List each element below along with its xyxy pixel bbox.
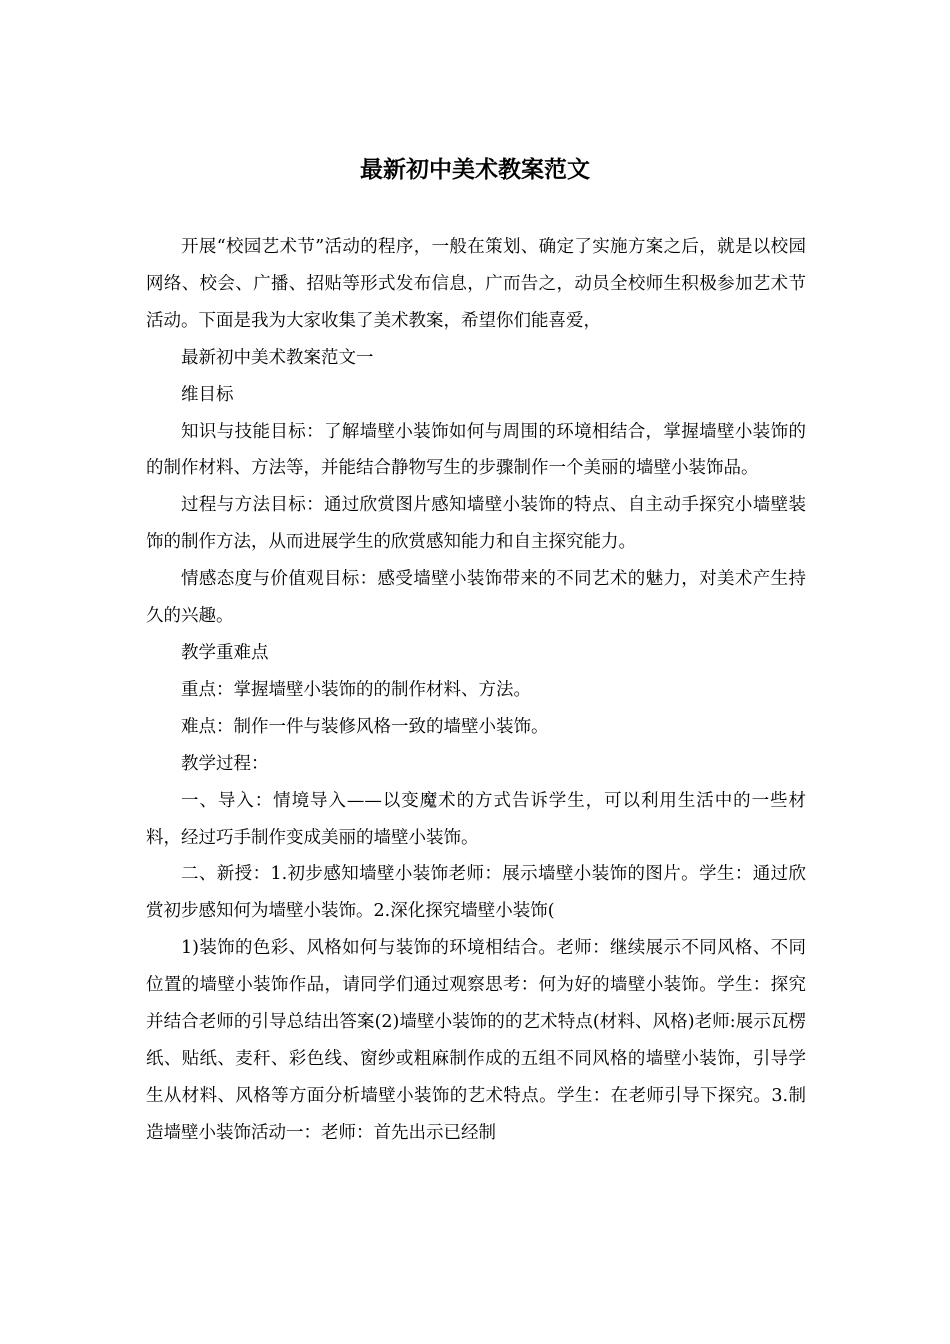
intro-paragraph: 开展“校园艺术节”活动的程序，一般在策划、确定了实施方案之后，就是以校园网络、校会、广播、招贴等形式发布信息，广而告之，动员全校师生积极参加艺术节活动。下面是我为大家收集了美术教案，希望你们能喜爱， bbox=[146, 237, 806, 331]
paragraph-process-goal: 过程与方法目标：通过欣赏图片感知墙壁小装饰的特点、自主动手探究小墙壁装饰的制作方法，从而进展学生的欣赏感知能力和自主探究能力。 bbox=[146, 495, 806, 553]
paragraph-introduction: 一、导入：情境导入——以变魔术的方式告诉学生，可以利用生活中的一些材料，经过巧手制作变成美丽的墙壁小装饰。 bbox=[146, 790, 806, 848]
paragraph-new-lesson: 二、新授：1.初步感知墙壁小装饰老师：展示墙壁小装饰的图片。学生：通过欣赏初步感知何为墙壁小装饰。2.深化探究墙壁小装饰( bbox=[146, 864, 806, 922]
subheading-objectives: 维目标 bbox=[181, 384, 234, 405]
paragraph-emotion-goal: 情感态度与价值观目标：感受墙壁小装饰带来的不同艺术的魅力，对美术产生持久的兴趣。 bbox=[146, 569, 806, 627]
document-body bbox=[146, 229, 806, 1152]
section-heading: 最新初中美术教案范文一 bbox=[181, 347, 374, 368]
paragraph-key-point: 重点：掌握墙壁小装饰的的制作材料、方法。 bbox=[181, 679, 531, 700]
paragraph-knowledge-goal: 知识与技能目标：了解墙壁小装饰如何与周围的环境相结合，掌握墙壁小装饰的的制作材料、方法等，并能结合静物写生的步骤制作一个美丽的墙壁小装饰品。 bbox=[146, 421, 806, 479]
document-title: 最新初中美术教案范文 bbox=[360, 157, 590, 183]
paragraph-difficult-point: 难点：制作一件与装修风格一致的墙壁小装饰。 bbox=[181, 716, 549, 737]
subheading-key-points: 教学重难点 bbox=[181, 642, 269, 663]
subheading-teaching-process: 教学过程： bbox=[181, 753, 269, 774]
paragraph-decoration-details: 1)装饰的色彩、风格如何与装饰的环境相结合。老师：继续展示不同风格、不同位置的墙壁小装饰作品，请同学们通过观察思考：何为好的墙壁小装饰。学生：探究并结合老师的引导总结出答案(2)墙壁小装饰的的艺术特点(材料、风格)老师:展示瓦楞纸、贴纸、麦秆、彩色线、窗纱或粗麻制作成的五组不同风格的墙壁小装饰，引导学生从材料、风格等方面分析墙壁小装饰的艺术特点。学生：在老师引导下探究。3.制造墙壁小装饰活动一：老师：首先出示已经制 bbox=[146, 938, 806, 1143]
